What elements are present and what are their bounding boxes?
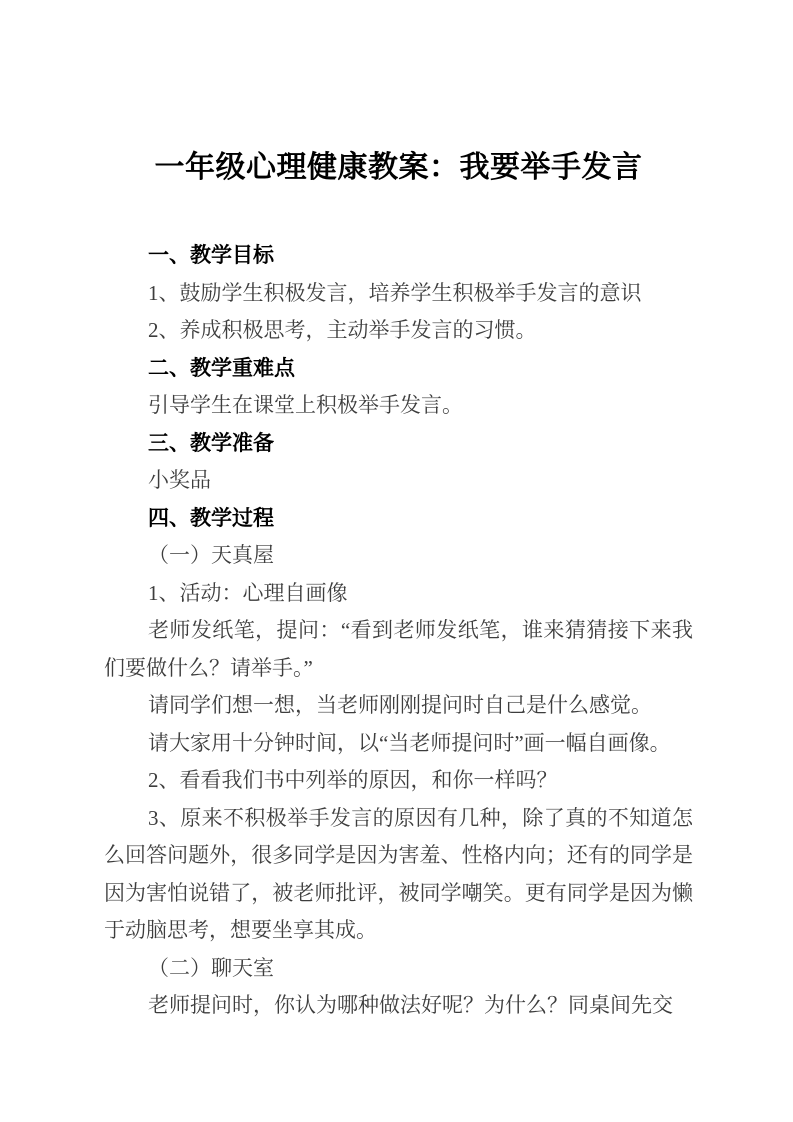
heading-teaching-objectives: 一、教学目标 <box>148 243 274 267</box>
document-title: 一年级心理健康教案：我要举手发言 <box>154 151 643 184</box>
paragraph-discussion-question: 老师提问时，你认为哪种做法好呢？为什么？同桌间先交 <box>148 993 673 1017</box>
paragraph-section-innocent-house: （一）天真屋 <box>148 543 274 567</box>
paragraph-book-reasons: 2、看看我们书中列举的原因，和你一样吗？ <box>148 768 558 792</box>
heading-teaching-preparation: 三、教学准备 <box>148 430 274 455</box>
paragraph-key-point: 引导学生在课堂上积极举手发言。 <box>148 393 463 417</box>
paragraph-think-feeling: 请同学们想一想，当老师刚刚提问时自己是什么感觉。 <box>148 693 652 717</box>
paragraph-objective-2: 2、养成积极思考，主动举手发言的习惯。 <box>148 318 537 342</box>
paragraph-ten-minutes-drawing: 请大家用十分钟时间，以“当老师提问时”画一幅自画像。 <box>148 730 671 755</box>
document-body <box>104 237 693 1025</box>
heading-key-difficult-points: 二、教学重难点 <box>148 355 295 380</box>
paragraph-reasons-analysis: 3、原来不积极举手发言的原因有几种，除了真的不知道怎么回答问题外，很多同学是因为害羞、性格内向；还有的同学是因为害怕说错了，被老师批评，被同学嘲笑。更有同学是因为懒于动脑思考，想要坐享其成。 <box>104 805 693 942</box>
paragraph-teacher-question: 老师发纸笔，提问：“看到老师发纸笔，谁来猜猜接下来我们要做什么？请举手。” <box>104 618 693 680</box>
paragraph-section-chat-room: （二）聊天室 <box>148 955 274 980</box>
paragraph-objective-1: 1、鼓励学生积极发言，培养学生积极举手发言的意识 <box>148 280 642 305</box>
paragraph-activity-self-portrait: 1、活动：心理自画像 <box>148 580 348 605</box>
paragraph-preparation: 小奖品 <box>148 468 211 492</box>
heading-teaching-process: 四、教学过程 <box>148 505 274 530</box>
